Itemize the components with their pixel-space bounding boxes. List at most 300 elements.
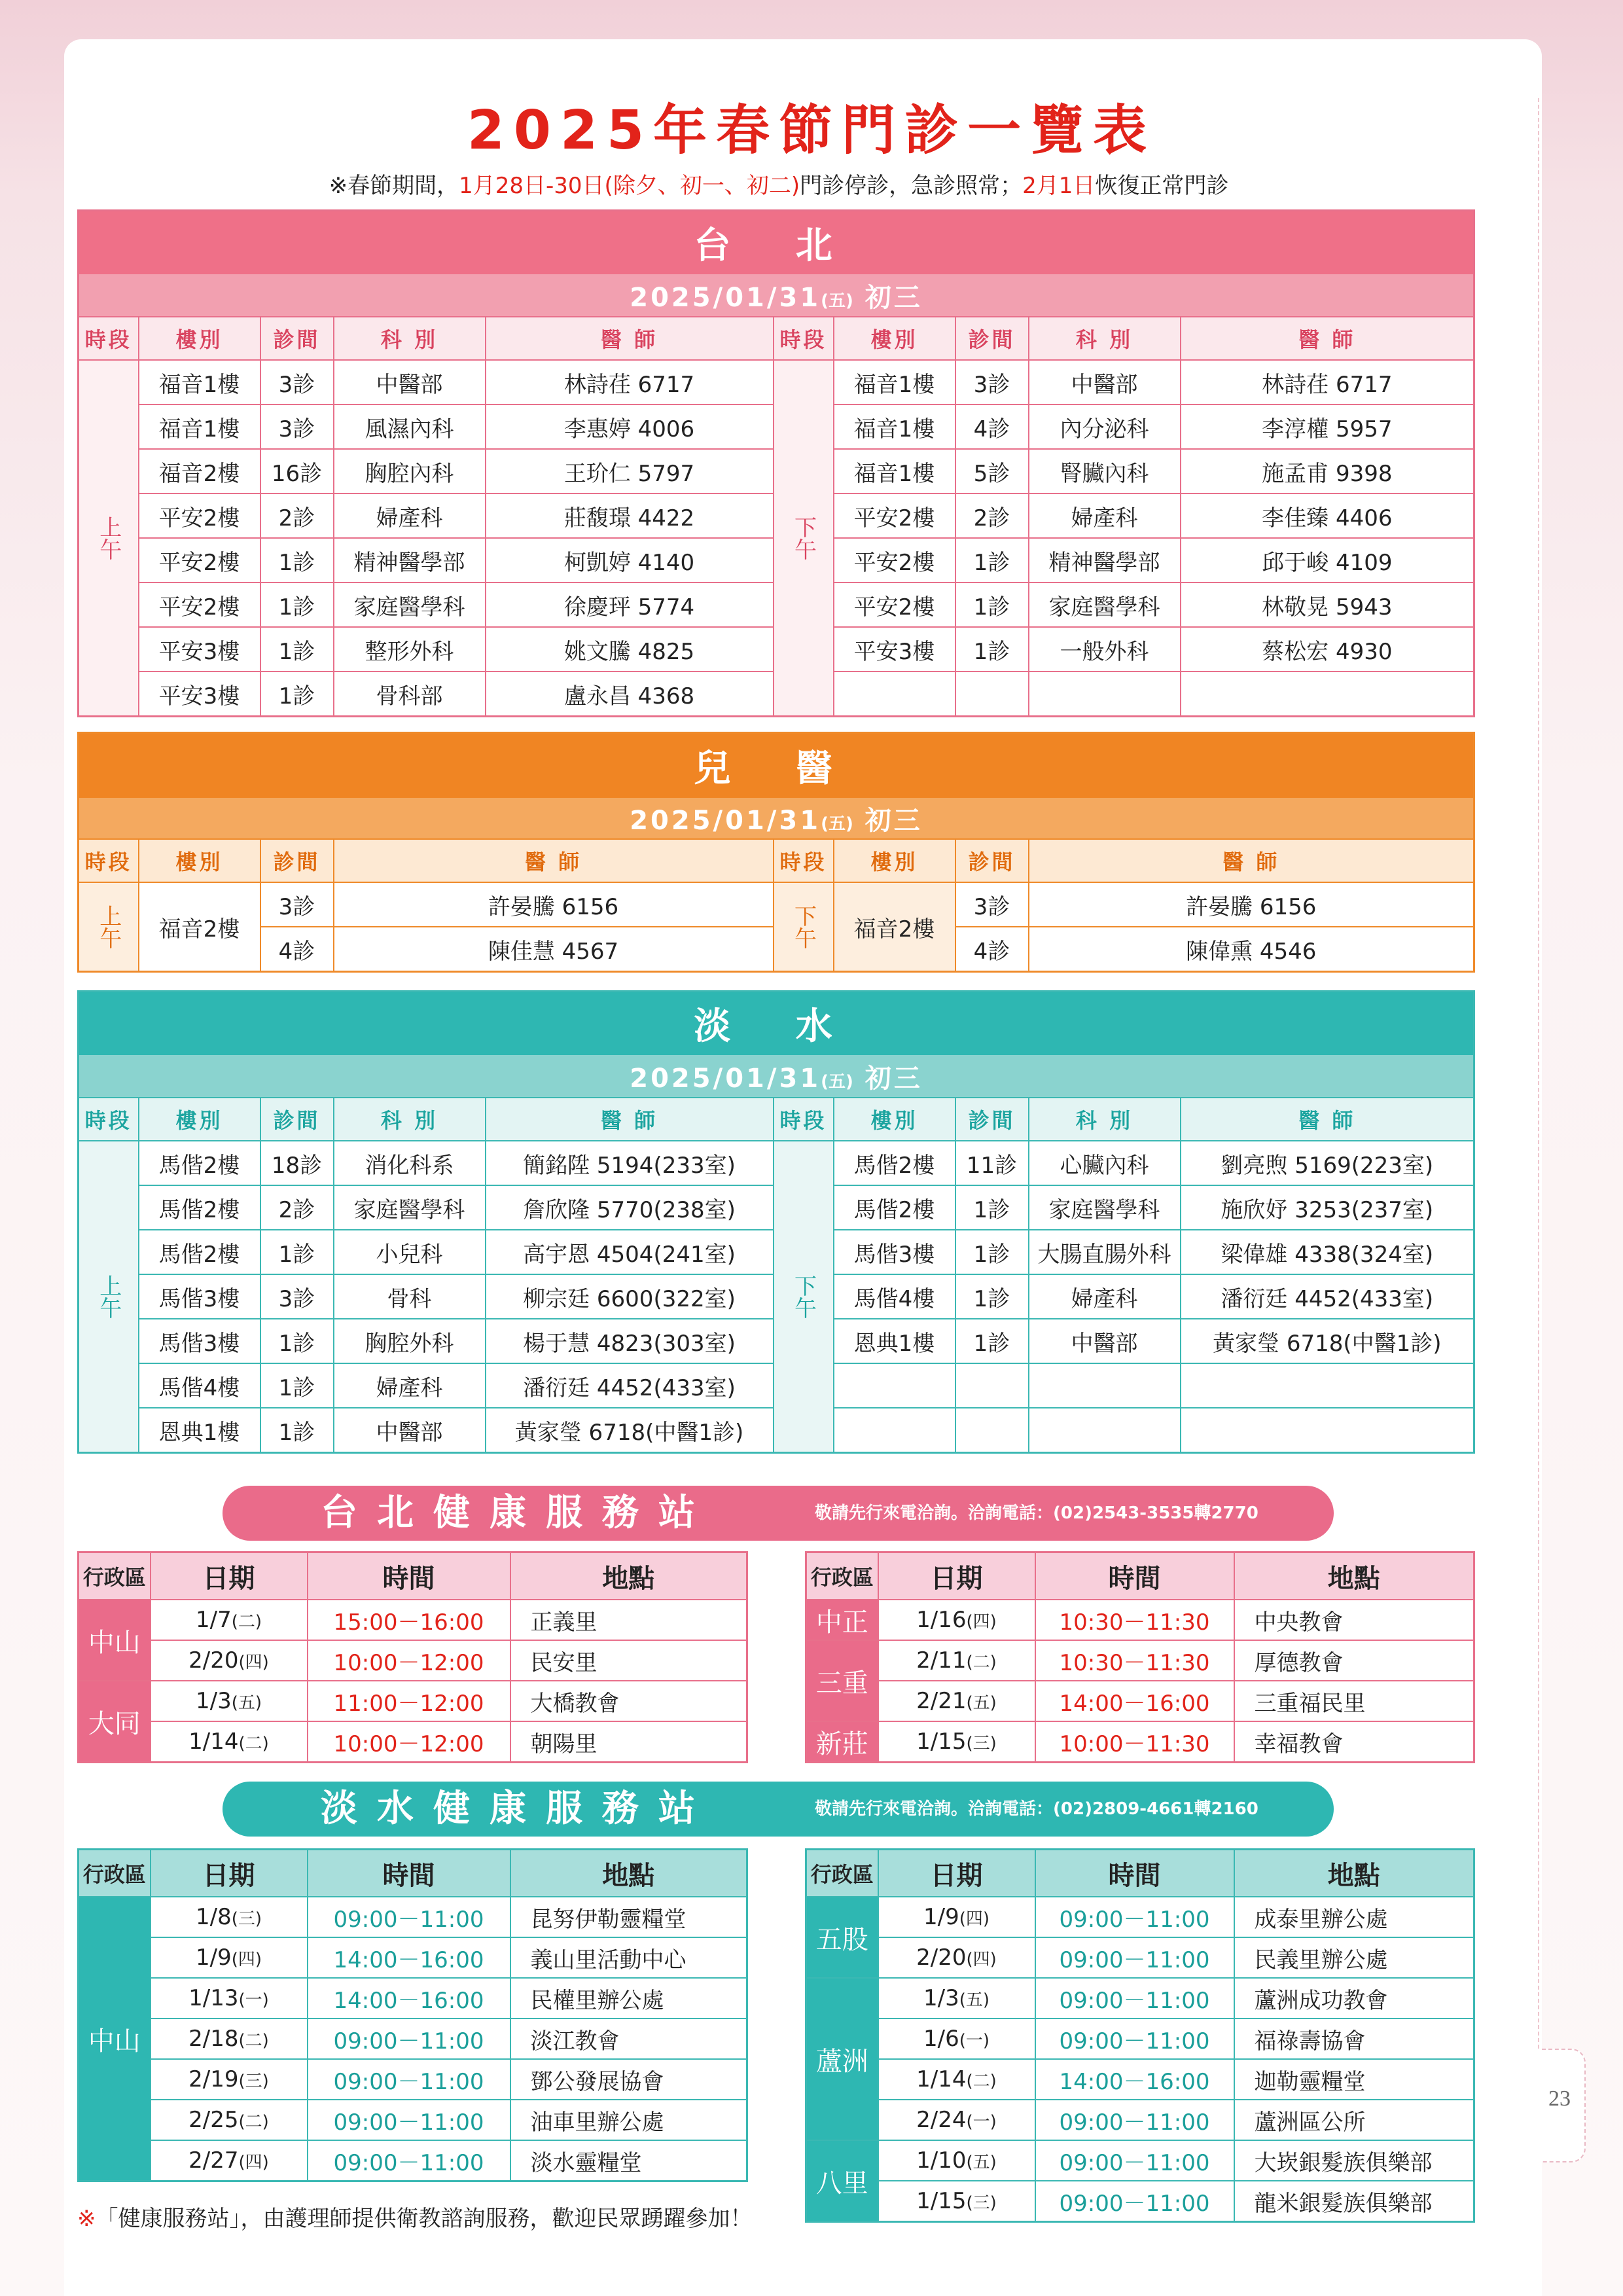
taipei-hs-left-table [77,1551,748,1763]
header-period: 時段 [79,1098,139,1141]
pm-period-cell [774,360,834,717]
building-cell: 馬偕2樓 [139,1230,260,1274]
date-text: 2/20 [188,1647,239,1674]
hs-header-date: 日期 [151,1552,308,1600]
weekday-text: (三) [231,1909,262,1929]
hs-header-row [79,1552,747,1600]
weekday-text: (四) [966,1612,997,1632]
weekday-text: (三) [238,2072,269,2091]
weekday-text: (二) [231,1612,262,1632]
hs-header-time: 時間 [308,1552,510,1600]
place-cell: 成泰里辦公處 [1234,1897,1474,1937]
taipei-header-row [79,317,1474,360]
place-cell: 蘆洲區公所 [1234,2100,1474,2140]
pm-label: 下午 [790,1274,817,1319]
time-cell: 09:00－11:00 [1035,2100,1234,2140]
header-dept: 科 別 [334,317,486,360]
room-cell: 1診 [260,583,334,627]
date-text: 1/15 [916,1729,967,1755]
taipei-hs-right-table [805,1551,1475,1763]
date-text: 2/19 [188,2066,239,2092]
date-text: 2/20 [916,1945,967,1971]
pediatrics-lunar: 初三 [865,805,923,836]
page-title: 2025年春節門診一覽表 [467,99,1156,162]
doctor-cell: 王玠仁 5797 [486,449,774,493]
weekday-text: (三) [966,1734,997,1753]
date-text: 1/6 [923,2026,959,2052]
room-cell: 3診 [260,360,334,404]
doctor-cell [1181,672,1474,717]
doctor-cell: 林敬晃 5943 [1181,583,1474,627]
time-cell: 14:00－16:00 [1035,1681,1234,1721]
taipei-lunar: 初三 [865,282,923,313]
room-cell: 18診 [260,1141,334,1185]
date-cell [151,1681,308,1721]
am-label: 上午 [95,1274,122,1319]
doctor-cell: 邱于峻 4109 [1181,538,1474,583]
building-cell: 馬偕4樓 [139,1363,260,1408]
table-row [806,2181,1474,2222]
building-cell: 平安2樓 [139,583,260,627]
table-row [79,1721,747,1763]
table-row [79,1937,747,1978]
room-cell [955,1363,1029,1408]
room-cell: 1診 [955,1185,1029,1230]
building-cell: 福音1樓 [139,404,260,449]
room-cell: 1診 [955,538,1029,583]
room-cell: 4診 [955,927,1029,972]
building-cell: 福音1樓 [139,360,260,404]
time-cell: 15:00－16:00 [308,1600,510,1640]
time-cell: 09:00－11:00 [308,2100,510,2140]
place-cell: 幸福教會 [1234,1721,1474,1763]
header-dept: 科 別 [334,1098,486,1141]
doctor-cell: 施孟甫 9398 [1181,449,1474,493]
date-text: 1/8 [195,1904,232,1930]
dept-cell: 中醫部 [1029,360,1181,404]
room-cell: 1診 [260,1230,334,1274]
hs-header-row [806,1552,1474,1600]
date-text: 1/16 [916,1607,967,1633]
date-cell [878,2100,1035,2140]
tamsui-header-row [79,1098,1474,1141]
hs-header-district: 行政區 [806,1552,878,1600]
hs-header-date: 日期 [151,1850,308,1897]
date-text: 1/14 [916,2066,967,2092]
table-row [79,1600,747,1640]
room-cell: 1診 [260,672,334,717]
date-text: 1/14 [188,1729,239,1755]
header-doctor: 醫 師 [334,839,774,882]
taipei-date-bar [79,274,1474,317]
doctor-cell: 許晏騰 6156 [1029,882,1474,927]
hs-header-place: 地點 [1234,1552,1474,1600]
hs-header-place: 地點 [510,1552,747,1600]
table-row [79,1978,747,2018]
weekday-text: (二) [238,2031,269,2051]
am-period-cell [79,882,139,972]
taipei-hs-title: 台北健康服務站 [321,1492,715,1534]
date-cell [151,1978,308,2018]
building-cell: 福音1樓 [834,360,955,404]
dept-cell: 家庭醫學科 [1029,583,1181,627]
doctor-cell: 黃家瑩 6718(中醫1診) [486,1408,774,1453]
dept-cell: 婦產科 [1029,1274,1181,1319]
date-text: 2/24 [916,2107,967,2133]
date-cell [151,2100,308,2140]
doctor-cell: 李佳臻 4406 [1181,493,1474,538]
time-cell: 10:00－12:00 [308,1721,510,1763]
dept-cell [1029,672,1181,717]
doctor-cell: 盧永昌 4368 [486,672,774,717]
table-row [806,2018,1474,2059]
doctor-cell: 高宇恩 4504(241室) [486,1230,774,1274]
building-cell: 平安2樓 [834,583,955,627]
hs-header-row [79,1850,747,1897]
building-cell: 恩典1樓 [139,1408,260,1453]
date-cell [878,1721,1035,1763]
dept-cell: 整形外科 [334,627,486,672]
dept-cell [1029,1363,1181,1408]
table-row [806,2100,1474,2140]
time-cell: 09:00－11:00 [1035,2018,1234,2059]
date-cell [151,2140,308,2181]
building-cell: 恩典1樓 [834,1319,955,1363]
time-cell: 14:00－16:00 [308,1937,510,1978]
hs-header-district: 行政區 [79,1850,151,1897]
room-cell: 1診 [260,1319,334,1363]
date-text: 1/13 [188,1985,239,2011]
table-row [79,1681,747,1721]
place-cell: 淡水靈糧堂 [510,2140,747,2181]
header-room: 診間 [260,317,334,360]
hs-header-date: 日期 [878,1552,1035,1600]
dept-cell: 消化科系 [334,1141,486,1185]
tamsui-hs-left-table [77,1848,748,2182]
doctor-cell: 林詩荏 6717 [1181,360,1474,404]
tamsui-clinic-table [77,990,1475,1454]
weekday-text: (二) [238,1734,269,1753]
header-building: 樓別 [139,1098,260,1141]
doctor-cell: 施欣妤 3253(237室) [1181,1185,1474,1230]
header-room: 診間 [260,839,334,882]
building-cell [834,672,955,717]
dept-cell: 胸腔外科 [334,1319,486,1363]
tamsui-lunar: 初三 [865,1063,923,1094]
time-cell: 11:00－12:00 [308,1681,510,1721]
header-room: 診間 [955,1098,1029,1141]
weekday-text: (一) [966,2112,997,2132]
table-row [79,1897,747,1937]
date-text: 1/7 [195,1607,232,1633]
table-row [806,1897,1474,1937]
dept-cell: 小兒科 [334,1230,486,1274]
building-cell [834,1408,955,1453]
building-cell: 馬偕3樓 [139,1319,260,1363]
hs-header-time: 時間 [1035,1552,1234,1600]
notice-suffix: 恢復正常門診 [1095,173,1229,199]
date-cell [878,1937,1035,1978]
place-cell: 正義里 [510,1600,747,1640]
time-cell: 09:00－11:00 [308,2059,510,2100]
table-row [79,2018,747,2059]
table-row [806,2140,1474,2181]
notice-mid: 門診停診，急診照常； [800,173,1023,199]
date-text: 2/25 [188,2107,239,2133]
dept-cell: 骨科 [334,1274,486,1319]
place-cell: 大崁銀髮族俱樂部 [1234,2140,1474,2181]
table-row [806,1721,1474,1763]
doctor-cell: 蔡松宏 4930 [1181,627,1474,672]
doctor-cell: 莊馥璟 4422 [486,493,774,538]
header-period: 時段 [79,317,139,360]
room-cell: 1診 [260,1363,334,1408]
pediatrics-clinic-table [77,732,1475,973]
doctor-cell: 柳宗廷 6600(322室) [486,1274,774,1319]
room-cell: 1診 [955,1230,1029,1274]
district-cell: 八里 [806,2140,878,2222]
table-row [79,1640,747,1681]
dept-cell: 腎臟內科 [1029,449,1181,493]
building-cell: 平安3樓 [139,672,260,717]
place-cell: 民安里 [510,1640,747,1681]
page-edge-border [1538,98,1539,2049]
closure-notice [0,168,1558,204]
dept-cell: 家庭醫學科 [1029,1185,1181,1230]
district-cell: 三重 [806,1640,878,1721]
room-cell: 1診 [955,627,1029,672]
header-dept: 科 別 [1029,317,1181,360]
place-cell: 鄧公發展協會 [510,2059,747,2100]
date-text: 1/3 [923,1985,959,2011]
room-cell: 2診 [955,493,1029,538]
doctor-cell: 徐慶玶 5774 [486,583,774,627]
building-cell: 福音1樓 [834,449,955,493]
place-cell: 油車里辦公處 [510,2100,747,2140]
doctor-cell: 楊于慧 4823(303室) [486,1319,774,1363]
doctor-cell: 梁偉雄 4338(324室) [1181,1230,1474,1274]
table-row [79,2059,747,2100]
taipei-health-station-banner [223,1486,1334,1541]
place-cell: 厚德教會 [1234,1640,1474,1681]
dept-cell: 婦產科 [334,493,486,538]
place-cell: 大橋教會 [510,1681,747,1721]
building-cell: 馬偕3樓 [139,1274,260,1319]
header-period: 時段 [774,317,834,360]
date-cell [151,1897,308,1937]
tamsui-hs-title: 淡水健康服務站 [321,1787,715,1830]
building-cell: 平安2樓 [139,538,260,583]
header-period: 時段 [79,839,139,882]
header-room: 診間 [955,317,1029,360]
date-cell [878,1681,1035,1721]
building-cell: 馬偕2樓 [139,1185,260,1230]
dept-cell: 一般外科 [1029,627,1181,672]
date-cell [878,1640,1035,1681]
header-room: 診間 [955,839,1029,882]
room-cell: 2診 [260,493,334,538]
district-cell: 中山 [79,1600,151,1681]
date-text: 1/10 [916,2147,967,2174]
pm-period-cell [774,882,834,972]
building-cell: 福音1樓 [834,404,955,449]
building-cell: 馬偕2樓 [834,1185,955,1230]
table-row [806,1600,1474,1640]
building-cell: 馬偕4樓 [834,1274,955,1319]
weekday-text: (二) [966,1653,997,1672]
district-cell: 中山 [79,1897,151,2181]
doctor-cell: 李淳權 5957 [1181,404,1474,449]
dept-cell: 精神醫學部 [1029,538,1181,583]
place-cell: 福祿壽協會 [1234,2018,1474,2059]
district-cell: 蘆洲 [806,1978,878,2140]
am-period-cell [79,360,139,717]
weekday-text: (五) [231,1693,262,1713]
time-cell: 10:30－11:30 [1035,1640,1234,1681]
pm-label: 下午 [790,905,817,949]
time-cell: 10:00－12:00 [308,1640,510,1681]
weekday-text: (四) [238,2153,269,2172]
doctor-cell: 黃家瑩 6718(中醫1診) [1181,1319,1474,1363]
time-cell: 09:00－11:00 [1035,1937,1234,1978]
tamsui-weekday: (五) [821,1071,853,1092]
weekday-text: (四) [966,1950,997,1969]
doctor-cell: 詹欣隆 5770(238室) [486,1185,774,1230]
room-cell: 1診 [260,538,334,583]
doctor-cell: 劉亮煦 5169(223室) [1181,1141,1474,1185]
header-doctor: 醫 師 [1181,1098,1474,1141]
footnote [77,2200,753,2233]
am-label: 上午 [95,905,122,949]
room-cell: 3診 [260,1274,334,1319]
date-cell [151,2059,308,2100]
date-text: 1/9 [923,1904,959,1930]
doctor-cell: 姚文騰 4825 [486,627,774,672]
pediatrics-section-title: 兒 醫 [79,733,1474,798]
room-cell: 16診 [260,449,334,493]
header-building: 樓別 [834,839,955,882]
am-period-cell [79,1141,139,1453]
table-row [79,2100,747,2140]
date-cell [878,2140,1035,2181]
room-cell: 1診 [955,1319,1029,1363]
doctor-cell: 簡銘陞 5194(233室) [486,1141,774,1185]
table-row [806,2059,1474,2100]
place-cell: 民權里辦公處 [510,1978,747,2018]
pm-period-cell [774,1141,834,1453]
dept-cell: 家庭醫學科 [334,1185,486,1230]
building-cell: 馬偕3樓 [834,1230,955,1274]
weekday-text: (三) [966,2193,997,2213]
time-cell: 09:00－11:00 [1035,2181,1234,2222]
date-cell [878,2018,1035,2059]
date-text: 2/27 [188,2147,239,2174]
date-cell [151,1600,308,1640]
header-building: 樓別 [834,317,955,360]
room-cell: 3診 [955,360,1029,404]
table-row [79,2140,747,2181]
district-cell: 大同 [79,1681,151,1763]
tamsui-section-title: 淡 水 [79,992,1474,1056]
weekday-text: (四) [959,1909,990,1929]
room-cell: 1診 [955,1274,1029,1319]
am-label: 上午 [95,516,122,560]
hs-header-place: 地點 [1234,1850,1474,1897]
hs-header-row [806,1850,1474,1897]
weekday-text: (二) [966,2072,997,2091]
doctor-cell: 李惠婷 4006 [486,404,774,449]
taipei-section-title: 台 北 [79,211,1474,275]
dept-cell: 家庭醫學科 [334,583,486,627]
weekday-text: (五) [966,1693,997,1713]
table-row [806,1978,1474,2018]
table-row [806,1681,1474,1721]
hs-header-place: 地點 [510,1850,747,1897]
date-cell [151,2018,308,2059]
time-cell: 09:00－11:00 [1035,2140,1234,2181]
header-doctor: 醫 師 [1029,839,1474,882]
date-cell [878,1978,1035,2018]
pediatrics-header-row [79,839,1474,882]
table-row [806,1937,1474,1978]
building-cell: 馬偕2樓 [834,1141,955,1185]
header-period: 時段 [774,839,834,882]
weekday-text: (二) [238,2112,269,2132]
hs-header-time: 時間 [308,1850,510,1897]
dept-cell: 心臟內科 [1029,1141,1181,1185]
header-dept: 科 別 [1029,1098,1181,1141]
doctor-cell [1181,1363,1474,1408]
dept-cell: 婦產科 [1029,493,1181,538]
room-cell: 1診 [955,583,1029,627]
weekday-text: (四) [231,1950,262,1969]
place-cell: 中央教會 [1234,1600,1474,1640]
dept-cell: 胸腔內科 [334,449,486,493]
header-building: 樓別 [139,317,260,360]
taipei-hs-phone: 敬請先行來電洽詢。洽詢電話：(02)2543-3535轉2770 [815,1503,1258,1523]
building-cell: 福音2樓 [139,882,260,972]
taipei-weekday: (五) [821,291,853,311]
dept-cell: 風濕內科 [334,404,486,449]
building-cell: 馬偕2樓 [139,1141,260,1185]
district-cell: 五股 [806,1897,878,1978]
time-cell: 14:00－16:00 [308,1978,510,2018]
date-cell [151,1721,308,1763]
hs-header-district: 行政區 [806,1850,878,1897]
room-cell [955,1408,1029,1453]
building-cell: 福音2樓 [139,449,260,493]
dept-cell: 大腸直腸外科 [1029,1230,1181,1274]
header-doctor: 醫 師 [1181,317,1474,360]
date-text: 2/21 [916,1688,967,1714]
dept-cell [1029,1408,1181,1453]
doctor-cell [1181,1408,1474,1453]
date-cell [151,1937,308,1978]
district-cell: 新莊 [806,1721,878,1763]
dept-cell: 婦產科 [334,1363,486,1408]
weekday-text: (四) [238,1653,269,1672]
header-doctor: 醫 師 [486,1098,774,1141]
dept-cell: 內分泌科 [1029,404,1181,449]
header-room: 診間 [260,1098,334,1141]
table-row [79,882,1474,927]
date-cell [878,1897,1035,1937]
room-cell: 4診 [955,404,1029,449]
table-row [806,1640,1474,1681]
table-row [79,1141,1474,1185]
hs-header-date: 日期 [878,1850,1035,1897]
room-cell: 3診 [955,882,1029,927]
